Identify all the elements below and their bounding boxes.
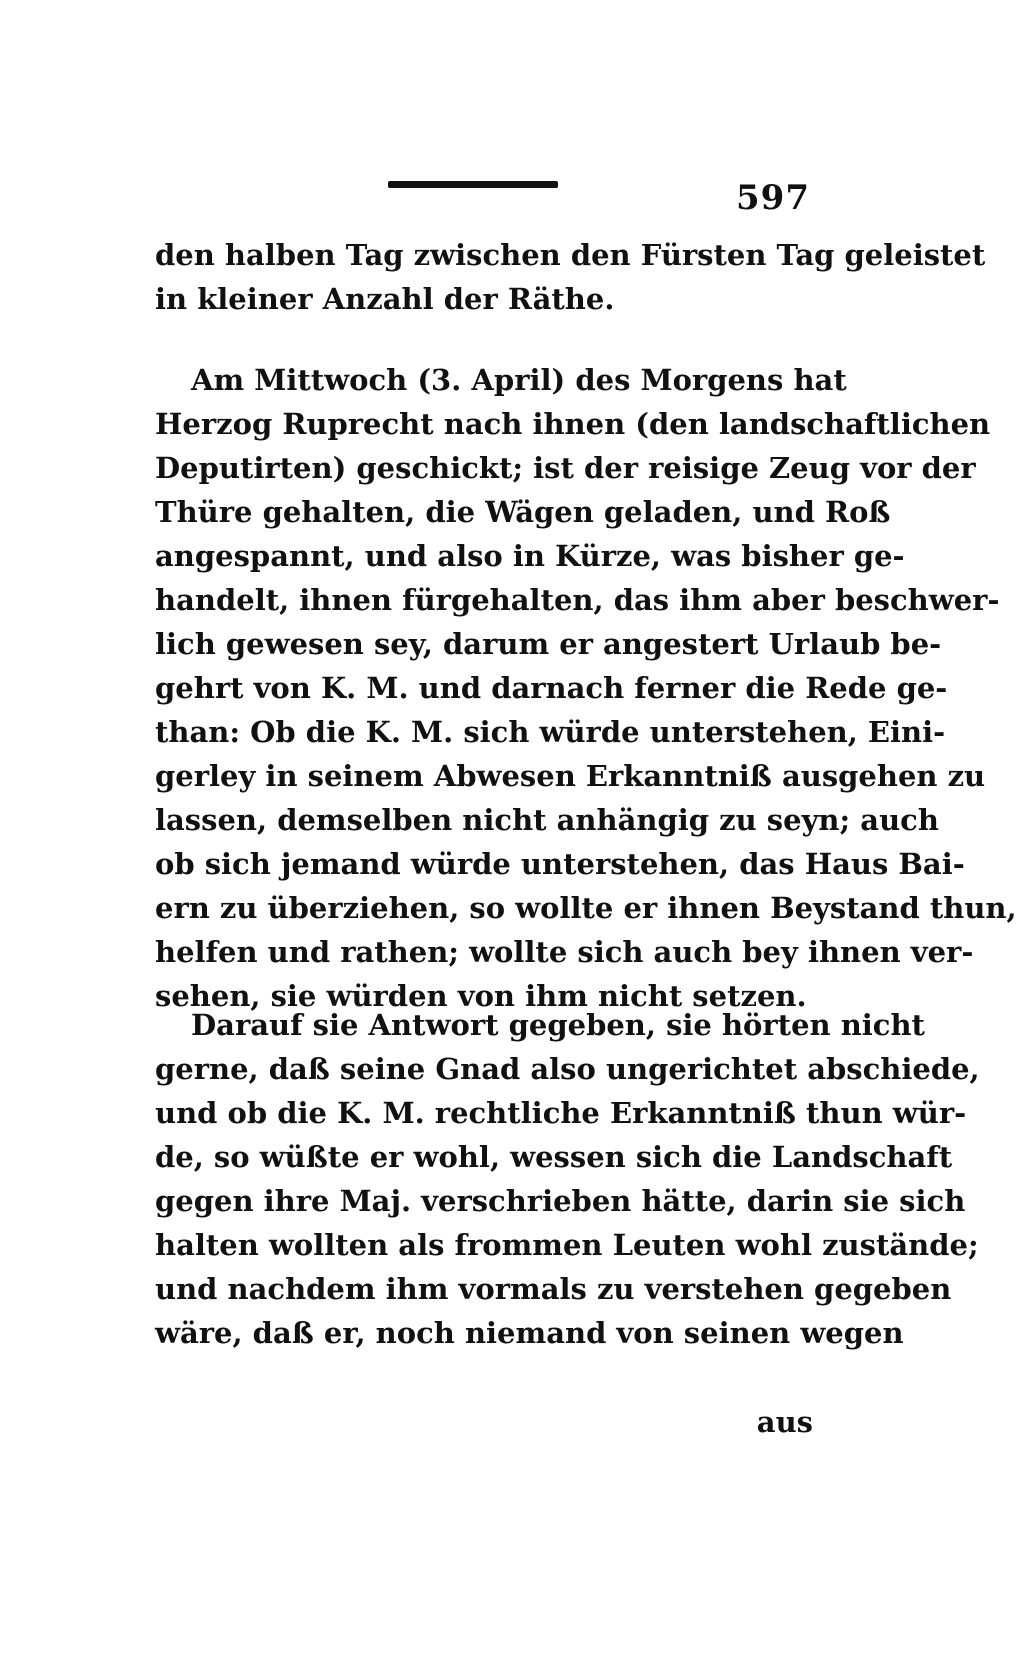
text-line: wäre, daß er, noch niemand von seinen wegen	[155, 1316, 904, 1350]
text-line: handelt, ihnen fürgehalten, das ihm aber beschwer-	[155, 583, 1000, 617]
text-line: angespannt, und also in Kürze, was bisher ge-	[155, 539, 905, 573]
text-line: in kleiner Anzahl der Räthe.	[155, 282, 615, 316]
text-line: Am Mittwoch (3. April) des Morgens hat	[191, 363, 847, 397]
text-line: gerne, daß seine Gnad also ungerichtet abschiede,	[155, 1052, 980, 1086]
paragraph-2	[155, 358, 1017, 1018]
text-line: lich gewesen sey, darum er angestert Urlaub be-	[155, 627, 942, 661]
text-line: than: Ob die K. M. sich würde unterstehen, Eini-	[155, 715, 946, 749]
paragraph-1	[155, 233, 986, 321]
text-line: Darauf sie Antwort gegeben, sie hörten nicht	[191, 1008, 925, 1042]
text-line: Herzog Ruprecht nach ihnen (den landschaftlichen	[155, 407, 991, 441]
header-rule	[388, 181, 558, 188]
paragraph-3	[155, 1003, 980, 1355]
text-line: ern zu überziehen, so wollte er ihnen Beystand thun,	[155, 891, 1017, 925]
text-line: Thüre gehalten, die Wägen geladen, und Roß	[155, 495, 891, 529]
page-number: 597	[736, 178, 810, 218]
text-line: gegen ihre Maj. verschrieben hätte, darin sie sich	[155, 1184, 966, 1218]
text-line: und ob die K. M. rechtliche Erkanntniß thun wür-	[155, 1096, 967, 1130]
text-line: gerley in seinem Abwesen Erkanntniß ausgehen zu	[155, 759, 986, 793]
text-line: den halben Tag zwischen den Fürsten Tag geleistet	[155, 238, 986, 272]
text-line: helfen und rathen; wollte sich auch bey ihnen ver-	[155, 935, 974, 969]
text-line: ob sich jemand würde unterstehen, das Haus Bai-	[155, 847, 965, 881]
text-line: lassen, demselben nicht anhängig zu seyn; auch	[155, 803, 939, 837]
text-line: Deputirten) geschickt; ist der reisige Zeug vor der	[155, 451, 976, 485]
text-line: und nachdem ihm vormals zu verstehen gegeben	[155, 1272, 952, 1306]
text-line: de, so wüßte er wohl, wessen sich die Landschaft	[155, 1140, 953, 1174]
text-line: gehrt von K. M. und darnach ferner die Rede ge-	[155, 671, 948, 705]
text-line: halten wollten als frommen Leuten wohl zustände;	[155, 1228, 979, 1262]
catchword: aus	[756, 1405, 813, 1439]
text-line: sehen, sie würden von ihm nicht setzen.	[155, 979, 807, 1013]
